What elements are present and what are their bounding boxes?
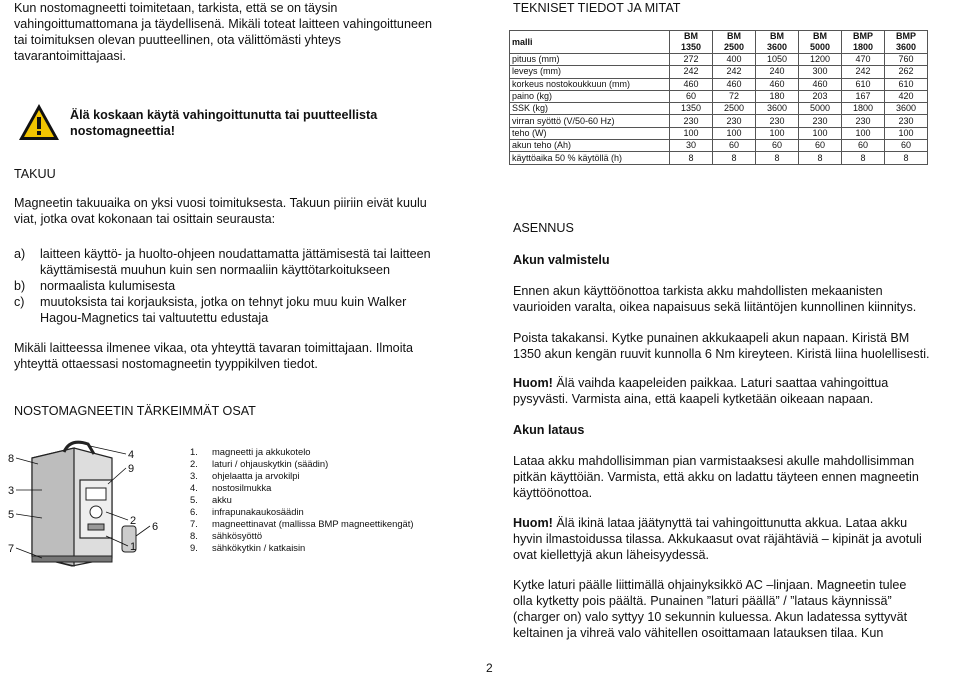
- spec-value: 2500: [713, 103, 756, 115]
- text-line: vaurioiden varalta, oikea napaisuus sekä liitäntöjen kunnollinen kiinnitys.: [513, 300, 917, 314]
- valmistelu-paragraph: [513, 283, 953, 315]
- list-text: Hagou-Magnetics tai valtuutettu edustaja: [40, 311, 269, 325]
- takuu-line: Magneetin takuuaika on yksi vuosi toimituksesta. Takuun piiriin eivät kuulu: [14, 196, 427, 210]
- spec-value: 470: [842, 54, 885, 66]
- model-series: BM: [684, 31, 698, 41]
- spec-value: 8: [842, 152, 885, 164]
- akun-valmistelu-heading: Akun valmistelu: [513, 253, 610, 267]
- part-label: magneettinavat (mallissa BMP magneettikengät): [212, 518, 414, 529]
- model-label: malli: [510, 31, 670, 54]
- spec-value: 8: [713, 152, 756, 164]
- part-item: [190, 482, 414, 494]
- spec-row: [510, 152, 928, 164]
- text-line: käyttöönottoa.: [513, 486, 593, 500]
- spec-value: 1050: [756, 54, 799, 66]
- spec-value: 420: [885, 90, 928, 102]
- list-marker: c): [14, 295, 25, 309]
- spec-value: 262: [885, 66, 928, 78]
- svg-text:8: 8: [8, 453, 15, 465]
- huom-label: Huom!: [513, 516, 553, 530]
- intro-paragraph: [14, 0, 474, 64]
- list-text: normaalista kulumisesta: [40, 279, 176, 293]
- spec-value: 242: [842, 66, 885, 78]
- text-line: keltainen ja vihreä valo vähitellen osoittamaan latauksen tilaa. Kun: [513, 626, 884, 640]
- svg-text:7: 7: [8, 543, 15, 555]
- warning-triangle-icon: [18, 103, 60, 141]
- spec-value: 60: [756, 140, 799, 152]
- spec-value: 230: [842, 115, 885, 127]
- spec-value: 203: [799, 90, 842, 102]
- spec-row: [510, 127, 928, 139]
- model-header: [713, 31, 756, 54]
- takuu-line: yhteyttä ottaessasi nostomagneetin tyyppikilven tiedot.: [14, 357, 318, 371]
- laturi-paragraph: [513, 577, 953, 641]
- model-number: 2500: [723, 42, 745, 52]
- spec-value: 230: [670, 115, 713, 127]
- takuu-line: Mikäli laitteessa ilmenee vikaa, ota yhteyttä tavaran toimittajaan. Ilmoita: [14, 341, 413, 355]
- part-item: [190, 542, 414, 554]
- spec-value: 1800: [842, 103, 885, 115]
- part-label: sähkösyöttö: [212, 530, 263, 541]
- akun-lataus-heading: Akun lataus: [513, 423, 585, 437]
- text-line: olla kytketty pois päältä. Punainen ”laturi päällä” / ”lataus käynnissä”: [513, 594, 892, 608]
- spec-value: 300: [799, 66, 842, 78]
- spec-value: 167: [842, 90, 885, 102]
- spec-row: [510, 140, 928, 152]
- svg-text:9: 9: [128, 463, 135, 475]
- list-item: [14, 294, 476, 326]
- spec-value: 1200: [799, 54, 842, 66]
- part-item: [190, 458, 414, 470]
- part-label: sähkökytkin / katkaisin: [212, 542, 306, 553]
- spec-value: 3600: [756, 103, 799, 115]
- page-number: 2: [486, 661, 493, 675]
- spec-value: 610: [842, 78, 885, 90]
- list-marker: a): [14, 247, 26, 261]
- intro-line: tai toimituksen olevan puutteellinen, ota välittömästi yhteys: [14, 33, 341, 47]
- takuu-list: [14, 246, 476, 326]
- svg-text:2: 2: [130, 515, 137, 527]
- model-series: BM: [770, 31, 784, 41]
- spec-row: [510, 115, 928, 127]
- spec-value: 100: [670, 127, 713, 139]
- part-number: 8.: [190, 530, 198, 541]
- list-item: [14, 246, 476, 278]
- spec-value: 272: [670, 54, 713, 66]
- part-item: [190, 470, 414, 482]
- part-number: 6.: [190, 506, 198, 517]
- spec-value: 60: [670, 90, 713, 102]
- spec-value: 72: [713, 90, 756, 102]
- spec-row: [510, 66, 928, 78]
- svg-text:6: 6: [152, 521, 159, 533]
- spec-value: 230: [713, 115, 756, 127]
- spec-row: [510, 54, 928, 66]
- warning-line: Älä koskaan käytä vahingoittunutta tai puutteellista: [70, 108, 378, 122]
- huom-lataus-paragraph: [513, 515, 953, 563]
- spec-value: 460: [799, 78, 842, 90]
- part-number: 4.: [190, 482, 198, 493]
- takuu-line: viat, jotka ovat kokonaan tai osittain seurausta:: [14, 212, 276, 226]
- spec-label: SSK (kg): [510, 103, 670, 115]
- spec-value: 100: [799, 127, 842, 139]
- spec-value: 400: [713, 54, 756, 66]
- spec-value: 60: [713, 140, 756, 152]
- lataus-paragraph: [513, 453, 953, 501]
- text-line: Kytke laturi päälle liittimällä ohjainyksikkö AC –linjaan. Magneetin tulee: [513, 578, 907, 592]
- spec-value: 100: [842, 127, 885, 139]
- model-header: [756, 31, 799, 54]
- model-series: BM: [727, 31, 741, 41]
- part-item: [190, 446, 414, 458]
- parts-list: [190, 446, 414, 554]
- spec-value: 30: [670, 140, 713, 152]
- model-header: [885, 31, 928, 54]
- takuu-heading: TAKUU: [14, 167, 56, 181]
- model-number: 1800: [852, 42, 874, 52]
- model-header: [799, 31, 842, 54]
- model-number: 3600: [895, 42, 917, 52]
- warning-line: nostomagneettia!: [70, 124, 175, 138]
- spec-value: 242: [670, 66, 713, 78]
- spec-value: 460: [756, 78, 799, 90]
- model-number: 1350: [680, 42, 702, 52]
- part-label: ohjelaatta ja arvokilpi: [212, 470, 300, 481]
- spec-label: teho (W): [510, 127, 670, 139]
- spec-value: 240: [756, 66, 799, 78]
- svg-text:5: 5: [8, 509, 15, 521]
- part-number: 3.: [190, 470, 198, 481]
- spec-value: 8: [756, 152, 799, 164]
- model-number: 3600: [766, 42, 788, 52]
- spec-label: pituus (mm): [510, 54, 670, 66]
- text-line: pysyvästi. Varmista aina, että kaapeli kytketään oikeaan napaan.: [513, 392, 874, 406]
- part-item: [190, 518, 414, 530]
- list-text: käyttämisestä muuhun kuin sen normaaliin käyttötarkoitukseen: [40, 263, 391, 277]
- text-line: Poista takakansi. Kytke punainen akkukaapeli akun napaan. Kiristä BM: [513, 331, 910, 345]
- takuu-paragraph: [14, 195, 476, 227]
- spec-row: [510, 78, 928, 90]
- spec-value: 3600: [885, 103, 928, 115]
- spec-value: 1350: [670, 103, 713, 115]
- part-label: akku: [212, 494, 232, 505]
- spec-table: [509, 30, 928, 165]
- spec-header-row: [510, 31, 928, 54]
- kaapeli-paragraph: [513, 330, 953, 362]
- spec-value: 610: [885, 78, 928, 90]
- part-label: magneetti ja akkukotelo: [212, 446, 311, 457]
- intro-line: tavarantoimittajaasi.: [14, 49, 126, 63]
- asennus-heading: ASENNUS: [513, 221, 574, 235]
- spec-value: 8: [670, 152, 713, 164]
- tech-heading: TEKNISET TIEDOT JA MITAT: [513, 1, 681, 15]
- model-series: BM: [813, 31, 827, 41]
- list-item: [14, 278, 476, 294]
- list-text: muutoksista tai korjauksista, jotka on tehnyt joku muu kuin Walker: [40, 295, 407, 309]
- model-header: [670, 31, 713, 54]
- spec-value: 460: [713, 78, 756, 90]
- svg-text:1: 1: [130, 541, 137, 553]
- text-line: [513, 375, 953, 391]
- part-item: [190, 530, 414, 542]
- spec-value: 180: [756, 90, 799, 102]
- spec-label: paino (kg): [510, 90, 670, 102]
- part-number: 9.: [190, 542, 198, 553]
- part-label: laturi / ohjauskytkin (säädin): [212, 458, 329, 469]
- model-series: BMP: [853, 31, 873, 41]
- spec-value: 8: [799, 152, 842, 164]
- text-line: [513, 515, 953, 531]
- spec-value: 230: [885, 115, 928, 127]
- text-line: pitkän käyttöiän. Varmista, että akku on ladattu täyteen ennen magneetin: [513, 470, 919, 484]
- text-span: Älä vaihda kaapeleiden paikkaa. Laturi saattaa vahingoittua: [552, 376, 889, 390]
- huom-paragraph: [513, 375, 953, 407]
- text-line: (charger on) valo syttyy 10 sekunnin kuluessa. Akun ladatessa syttyvät: [513, 610, 908, 624]
- part-item: [190, 494, 414, 506]
- spec-value: 60: [885, 140, 928, 152]
- spec-label: korkeus nostokoukkuun (mm): [510, 78, 670, 90]
- part-number: 7.: [190, 518, 198, 529]
- text-span: Älä ikinä lataa jäätynyttä tai vahingoittunutta akkua. Lataa akku: [552, 516, 908, 530]
- text-line: hyvin ilmastoidussa tilassa. Akkukaasut ovat räjähtäviä – kipinät ja avotuli: [513, 532, 922, 546]
- spec-row: [510, 103, 928, 115]
- spec-value: 460: [670, 78, 713, 90]
- part-number: 5.: [190, 494, 198, 505]
- spec-value: 60: [799, 140, 842, 152]
- model-series: BMP: [896, 31, 916, 41]
- text-line: Lataa akku mahdollisimman pian varmistaaksesi akulle mahdollisimman: [513, 454, 915, 468]
- takuu-contact-paragraph: [14, 340, 476, 372]
- magnet-device-illustration: [2, 440, 172, 570]
- spec-value: 100: [885, 127, 928, 139]
- model-number: 5000: [809, 42, 831, 52]
- intro-line: vahingoittumattomana ja täydellisenä. Mikäli toteat laitteen vahingoittuneen: [14, 17, 432, 31]
- spec-value: 100: [713, 127, 756, 139]
- warning-text: [70, 107, 410, 139]
- part-label: nostosilmukka: [212, 482, 272, 493]
- spec-label: akun teho (Ah): [510, 140, 670, 152]
- list-text: laitteen käyttö- ja huolto-ohjeen noudattamatta jättämisestä tai laitteen: [40, 247, 431, 261]
- svg-text:4: 4: [128, 449, 135, 461]
- list-marker: b): [14, 279, 26, 293]
- spec-value: 230: [756, 115, 799, 127]
- model-header: [842, 31, 885, 54]
- spec-value: 242: [713, 66, 756, 78]
- spec-value: 60: [842, 140, 885, 152]
- spec-value: 230: [799, 115, 842, 127]
- spec-value: 760: [885, 54, 928, 66]
- spec-label: virran syöttö (V/50-60 Hz): [510, 115, 670, 127]
- spec-value: 5000: [799, 103, 842, 115]
- spec-label: leveys (mm): [510, 66, 670, 78]
- huom-label: Huom!: [513, 376, 553, 390]
- part-item: [190, 506, 414, 518]
- parts-heading: NOSTOMAGNEETIN TÄRKEIMMÄT OSAT: [14, 404, 256, 418]
- spec-value: 100: [756, 127, 799, 139]
- part-number: 2.: [190, 458, 198, 469]
- text-line: ovat kiellettyjä akun läheisyydessä.: [513, 548, 710, 562]
- part-label: infrapunakaukosäädin: [212, 506, 304, 517]
- spec-value: 8: [885, 152, 928, 164]
- intro-line: Kun nostomagneetti toimitetaan, tarkista, että se on täysin: [14, 1, 338, 15]
- part-number: 1.: [190, 446, 198, 457]
- spec-label: käyttöaika 50 % käytöllä (h): [510, 152, 670, 164]
- spec-row: [510, 90, 928, 102]
- text-line: 1350 akun kengän ruuvit kunnolla 6 Nm kireyteen. Kiristä liina huolellisesti.: [513, 347, 930, 361]
- text-line: Ennen akun käyttöönottoa tarkista akku mahdollisten mekaanisten: [513, 284, 883, 298]
- svg-text:3: 3: [8, 485, 15, 497]
